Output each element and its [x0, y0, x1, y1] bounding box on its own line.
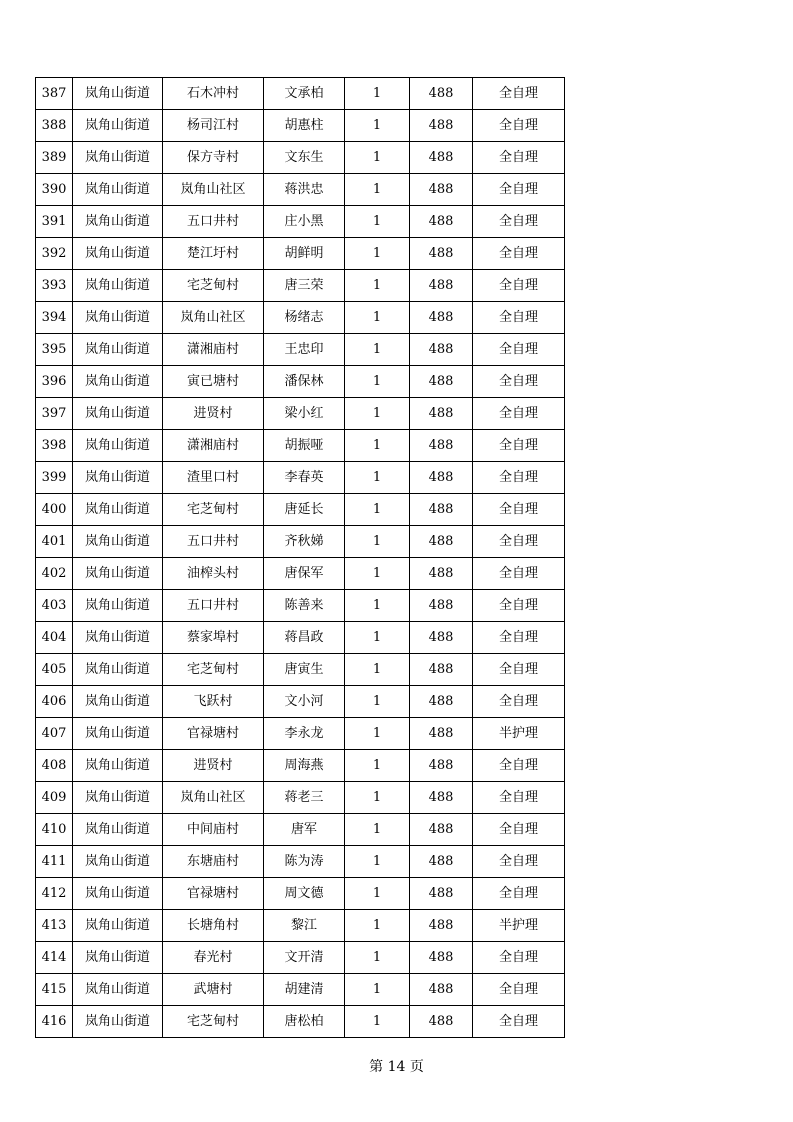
care-level-cell: 全自理: [473, 366, 565, 398]
table-row: [36, 334, 565, 366]
count-cell: 1: [345, 942, 410, 974]
amount-cell: 488: [410, 622, 473, 654]
count-cell: 1: [345, 590, 410, 622]
person-name-cell: 文承柏: [264, 78, 345, 110]
table-row: [36, 110, 565, 142]
care-level-cell: 全自理: [473, 174, 565, 206]
row-number-cell: 409: [36, 782, 73, 814]
count-cell: 1: [345, 78, 410, 110]
table-row: [36, 750, 565, 782]
row-number-cell: 390: [36, 174, 73, 206]
amount-cell: 488: [410, 462, 473, 494]
amount-cell: 488: [410, 558, 473, 590]
amount-cell: 488: [410, 238, 473, 270]
person-name-cell: 唐三荣: [264, 270, 345, 302]
table-row: [36, 942, 565, 974]
count-cell: 1: [345, 366, 410, 398]
table-row: [36, 782, 565, 814]
row-number-cell: 403: [36, 590, 73, 622]
row-number-cell: 415: [36, 974, 73, 1006]
village-name-cell: 岚角山社区: [163, 174, 264, 206]
amount-cell: 488: [410, 1006, 473, 1038]
village-name-cell: 宅芝甸村: [163, 1006, 264, 1038]
table-row: [36, 622, 565, 654]
street-name-cell: 岚角山街道: [73, 1006, 163, 1038]
amount-cell: 488: [410, 814, 473, 846]
person-name-cell: 陈善来: [264, 590, 345, 622]
count-cell: 1: [345, 494, 410, 526]
village-name-cell: 武塘村: [163, 974, 264, 1006]
care-level-cell: 全自理: [473, 494, 565, 526]
village-name-cell: 长塘角村: [163, 910, 264, 942]
count-cell: 1: [345, 974, 410, 1006]
street-name-cell: 岚角山街道: [73, 622, 163, 654]
care-level-cell: 全自理: [473, 206, 565, 238]
amount-cell: 488: [410, 142, 473, 174]
count-cell: 1: [345, 846, 410, 878]
table-row: [36, 398, 565, 430]
street-name-cell: 岚角山街道: [73, 494, 163, 526]
row-number-cell: 398: [36, 430, 73, 462]
street-name-cell: 岚角山街道: [73, 590, 163, 622]
person-name-cell: 唐延长: [264, 494, 345, 526]
village-name-cell: 五口井村: [163, 206, 264, 238]
village-name-cell: 潇湘庙村: [163, 430, 264, 462]
table-row: [36, 878, 565, 910]
count-cell: 1: [345, 910, 410, 942]
village-name-cell: 渣里口村: [163, 462, 264, 494]
count-cell: 1: [345, 270, 410, 302]
street-name-cell: 岚角山街道: [73, 110, 163, 142]
person-name-cell: 陈为涛: [264, 846, 345, 878]
village-name-cell: 潇湘庙村: [163, 334, 264, 366]
count-cell: 1: [345, 462, 410, 494]
street-name-cell: 岚角山街道: [73, 206, 163, 238]
table-row: [36, 974, 565, 1006]
care-level-cell: 全自理: [473, 526, 565, 558]
amount-cell: 488: [410, 590, 473, 622]
village-name-cell: 蔡家埠村: [163, 622, 264, 654]
care-level-cell: 半护理: [473, 910, 565, 942]
street-name-cell: 岚角山街道: [73, 430, 163, 462]
person-name-cell: 唐军: [264, 814, 345, 846]
street-name-cell: 岚角山街道: [73, 878, 163, 910]
care-level-cell: 全自理: [473, 846, 565, 878]
care-level-cell: 全自理: [473, 974, 565, 1006]
row-number-cell: 408: [36, 750, 73, 782]
count-cell: 1: [345, 622, 410, 654]
amount-cell: 488: [410, 494, 473, 526]
person-name-cell: 胡惠柱: [264, 110, 345, 142]
street-name-cell: 岚角山街道: [73, 814, 163, 846]
count-cell: 1: [345, 878, 410, 910]
table-row: [36, 462, 565, 494]
amount-cell: 488: [410, 270, 473, 302]
amount-cell: 488: [410, 78, 473, 110]
table-row: [36, 1006, 565, 1038]
village-name-cell: 岚角山社区: [163, 302, 264, 334]
count-cell: 1: [345, 750, 410, 782]
street-name-cell: 岚角山街道: [73, 462, 163, 494]
row-number-cell: 395: [36, 334, 73, 366]
count-cell: 1: [345, 782, 410, 814]
row-number-cell: 407: [36, 718, 73, 750]
amount-cell: 488: [410, 334, 473, 366]
amount-cell: 488: [410, 206, 473, 238]
care-level-cell: 全自理: [473, 942, 565, 974]
street-name-cell: 岚角山街道: [73, 942, 163, 974]
care-level-cell: 全自理: [473, 334, 565, 366]
count-cell: 1: [345, 334, 410, 366]
row-number-cell: 416: [36, 1006, 73, 1038]
amount-cell: 488: [410, 910, 473, 942]
table-row: [36, 494, 565, 526]
care-level-cell: 全自理: [473, 750, 565, 782]
count-cell: 1: [345, 558, 410, 590]
table-row: [36, 526, 565, 558]
table-row: [36, 654, 565, 686]
person-name-cell: 庄小黑: [264, 206, 345, 238]
person-name-cell: 蒋洪忠: [264, 174, 345, 206]
person-name-cell: 胡建清: [264, 974, 345, 1006]
row-number-cell: 396: [36, 366, 73, 398]
person-name-cell: 唐寅生: [264, 654, 345, 686]
count-cell: 1: [345, 430, 410, 462]
person-name-cell: 周海燕: [264, 750, 345, 782]
count-cell: 1: [345, 686, 410, 718]
count-cell: 1: [345, 238, 410, 270]
care-level-cell: 全自理: [473, 110, 565, 142]
care-level-cell: 全自理: [473, 78, 565, 110]
amount-cell: 488: [410, 110, 473, 142]
village-name-cell: 飞跃村: [163, 686, 264, 718]
amount-cell: 488: [410, 174, 473, 206]
village-name-cell: 杨司江村: [163, 110, 264, 142]
amount-cell: 488: [410, 718, 473, 750]
person-name-cell: 李永龙: [264, 718, 345, 750]
street-name-cell: 岚角山街道: [73, 718, 163, 750]
row-number-cell: 387: [36, 78, 73, 110]
person-name-cell: 胡鲜明: [264, 238, 345, 270]
street-name-cell: 岚角山街道: [73, 686, 163, 718]
care-level-cell: 全自理: [473, 270, 565, 302]
street-name-cell: 岚角山街道: [73, 334, 163, 366]
village-name-cell: 官禄塘村: [163, 718, 264, 750]
amount-cell: 488: [410, 878, 473, 910]
count-cell: 1: [345, 718, 410, 750]
care-level-cell: 全自理: [473, 654, 565, 686]
person-name-cell: 唐松柏: [264, 1006, 345, 1038]
count-cell: 1: [345, 206, 410, 238]
village-name-cell: 宅芝甸村: [163, 494, 264, 526]
table-row: [36, 558, 565, 590]
amount-cell: 488: [410, 686, 473, 718]
table-row: [36, 846, 565, 878]
row-number-cell: 405: [36, 654, 73, 686]
row-number-cell: 389: [36, 142, 73, 174]
count-cell: 1: [345, 174, 410, 206]
person-name-cell: 文小河: [264, 686, 345, 718]
care-level-cell: 全自理: [473, 302, 565, 334]
table-row: [36, 302, 565, 334]
street-name-cell: 岚角山街道: [73, 846, 163, 878]
row-number-cell: 411: [36, 846, 73, 878]
row-number-cell: 391: [36, 206, 73, 238]
person-name-cell: 王忠印: [264, 334, 345, 366]
row-number-cell: 400: [36, 494, 73, 526]
village-name-cell: 东塘庙村: [163, 846, 264, 878]
amount-cell: 488: [410, 526, 473, 558]
street-name-cell: 岚角山街道: [73, 174, 163, 206]
amount-cell: 488: [410, 366, 473, 398]
street-name-cell: 岚角山街道: [73, 142, 163, 174]
village-name-cell: 岚角山社区: [163, 782, 264, 814]
row-number-cell: 414: [36, 942, 73, 974]
roster-table: [35, 77, 565, 1038]
amount-cell: 488: [410, 782, 473, 814]
page-number: 第 14 页: [369, 1059, 424, 1075]
count-cell: 1: [345, 814, 410, 846]
table-row: [36, 174, 565, 206]
amount-cell: 488: [410, 302, 473, 334]
row-number-cell: 397: [36, 398, 73, 430]
roster-body: [36, 78, 565, 1038]
care-level-cell: 全自理: [473, 782, 565, 814]
care-level-cell: 全自理: [473, 462, 565, 494]
table-row: [36, 206, 565, 238]
count-cell: 1: [345, 398, 410, 430]
table-row: [36, 238, 565, 270]
row-number-cell: 399: [36, 462, 73, 494]
person-name-cell: 文开清: [264, 942, 345, 974]
street-name-cell: 岚角山街道: [73, 270, 163, 302]
person-name-cell: 蒋昌政: [264, 622, 345, 654]
care-level-cell: 全自理: [473, 622, 565, 654]
person-name-cell: 齐秋娣: [264, 526, 345, 558]
row-number-cell: 388: [36, 110, 73, 142]
row-number-cell: 393: [36, 270, 73, 302]
village-name-cell: 五口井村: [163, 526, 264, 558]
amount-cell: 488: [410, 430, 473, 462]
amount-cell: 488: [410, 398, 473, 430]
amount-cell: 488: [410, 654, 473, 686]
table-row: [36, 270, 565, 302]
table-row: [36, 814, 565, 846]
amount-cell: 488: [410, 750, 473, 782]
village-name-cell: 宅芝甸村: [163, 270, 264, 302]
table-row: [36, 78, 565, 110]
care-level-cell: 全自理: [473, 814, 565, 846]
amount-cell: 488: [410, 846, 473, 878]
village-name-cell: 楚江圩村: [163, 238, 264, 270]
amount-cell: 488: [410, 942, 473, 974]
person-name-cell: 蒋老三: [264, 782, 345, 814]
village-name-cell: 进贤村: [163, 750, 264, 782]
village-name-cell: 官禄塘村: [163, 878, 264, 910]
street-name-cell: 岚角山街道: [73, 398, 163, 430]
row-number-cell: 410: [36, 814, 73, 846]
person-name-cell: 胡振哑: [264, 430, 345, 462]
count-cell: 1: [345, 526, 410, 558]
street-name-cell: 岚角山街道: [73, 302, 163, 334]
street-name-cell: 岚角山街道: [73, 558, 163, 590]
count-cell: 1: [345, 110, 410, 142]
row-number-cell: 402: [36, 558, 73, 590]
village-name-cell: 宅芝甸村: [163, 654, 264, 686]
row-number-cell: 392: [36, 238, 73, 270]
person-name-cell: 周文德: [264, 878, 345, 910]
table-row: [36, 910, 565, 942]
village-name-cell: 进贤村: [163, 398, 264, 430]
street-name-cell: 岚角山街道: [73, 526, 163, 558]
person-name-cell: 杨绪志: [264, 302, 345, 334]
table-row: [36, 718, 565, 750]
count-cell: 1: [345, 302, 410, 334]
person-name-cell: 唐保军: [264, 558, 345, 590]
count-cell: 1: [345, 1006, 410, 1038]
street-name-cell: 岚角山街道: [73, 750, 163, 782]
count-cell: 1: [345, 654, 410, 686]
person-name-cell: 李春英: [264, 462, 345, 494]
street-name-cell: 岚角山街道: [73, 238, 163, 270]
table-row: [36, 366, 565, 398]
village-name-cell: 保方寺村: [163, 142, 264, 174]
amount-cell: 488: [410, 974, 473, 1006]
care-level-cell: 全自理: [473, 558, 565, 590]
care-level-cell: 全自理: [473, 142, 565, 174]
village-name-cell: 油榨头村: [163, 558, 264, 590]
care-level-cell: 半护理: [473, 718, 565, 750]
street-name-cell: 岚角山街道: [73, 366, 163, 398]
street-name-cell: 岚角山街道: [73, 78, 163, 110]
care-level-cell: 全自理: [473, 430, 565, 462]
row-number-cell: 394: [36, 302, 73, 334]
care-level-cell: 全自理: [473, 238, 565, 270]
person-name-cell: 潘保林: [264, 366, 345, 398]
table-row: [36, 686, 565, 718]
care-level-cell: 全自理: [473, 878, 565, 910]
row-number-cell: 401: [36, 526, 73, 558]
care-level-cell: 全自理: [473, 686, 565, 718]
street-name-cell: 岚角山街道: [73, 974, 163, 1006]
village-name-cell: 春光村: [163, 942, 264, 974]
village-name-cell: 五口井村: [163, 590, 264, 622]
row-number-cell: 412: [36, 878, 73, 910]
care-level-cell: 全自理: [473, 590, 565, 622]
care-level-cell: 全自理: [473, 398, 565, 430]
person-name-cell: 黎江: [264, 910, 345, 942]
row-number-cell: 406: [36, 686, 73, 718]
row-number-cell: 404: [36, 622, 73, 654]
village-name-cell: 石木冲村: [163, 78, 264, 110]
table-row: [36, 430, 565, 462]
table-row: [36, 590, 565, 622]
count-cell: 1: [345, 142, 410, 174]
row-number-cell: 413: [36, 910, 73, 942]
person-name-cell: 梁小红: [264, 398, 345, 430]
village-name-cell: 寅已塘村: [163, 366, 264, 398]
village-name-cell: 中间庙村: [163, 814, 264, 846]
care-level-cell: 全自理: [473, 1006, 565, 1038]
street-name-cell: 岚角山街道: [73, 654, 163, 686]
table-row: [36, 142, 565, 174]
street-name-cell: 岚角山街道: [73, 782, 163, 814]
person-name-cell: 文东生: [264, 142, 345, 174]
street-name-cell: 岚角山街道: [73, 910, 163, 942]
